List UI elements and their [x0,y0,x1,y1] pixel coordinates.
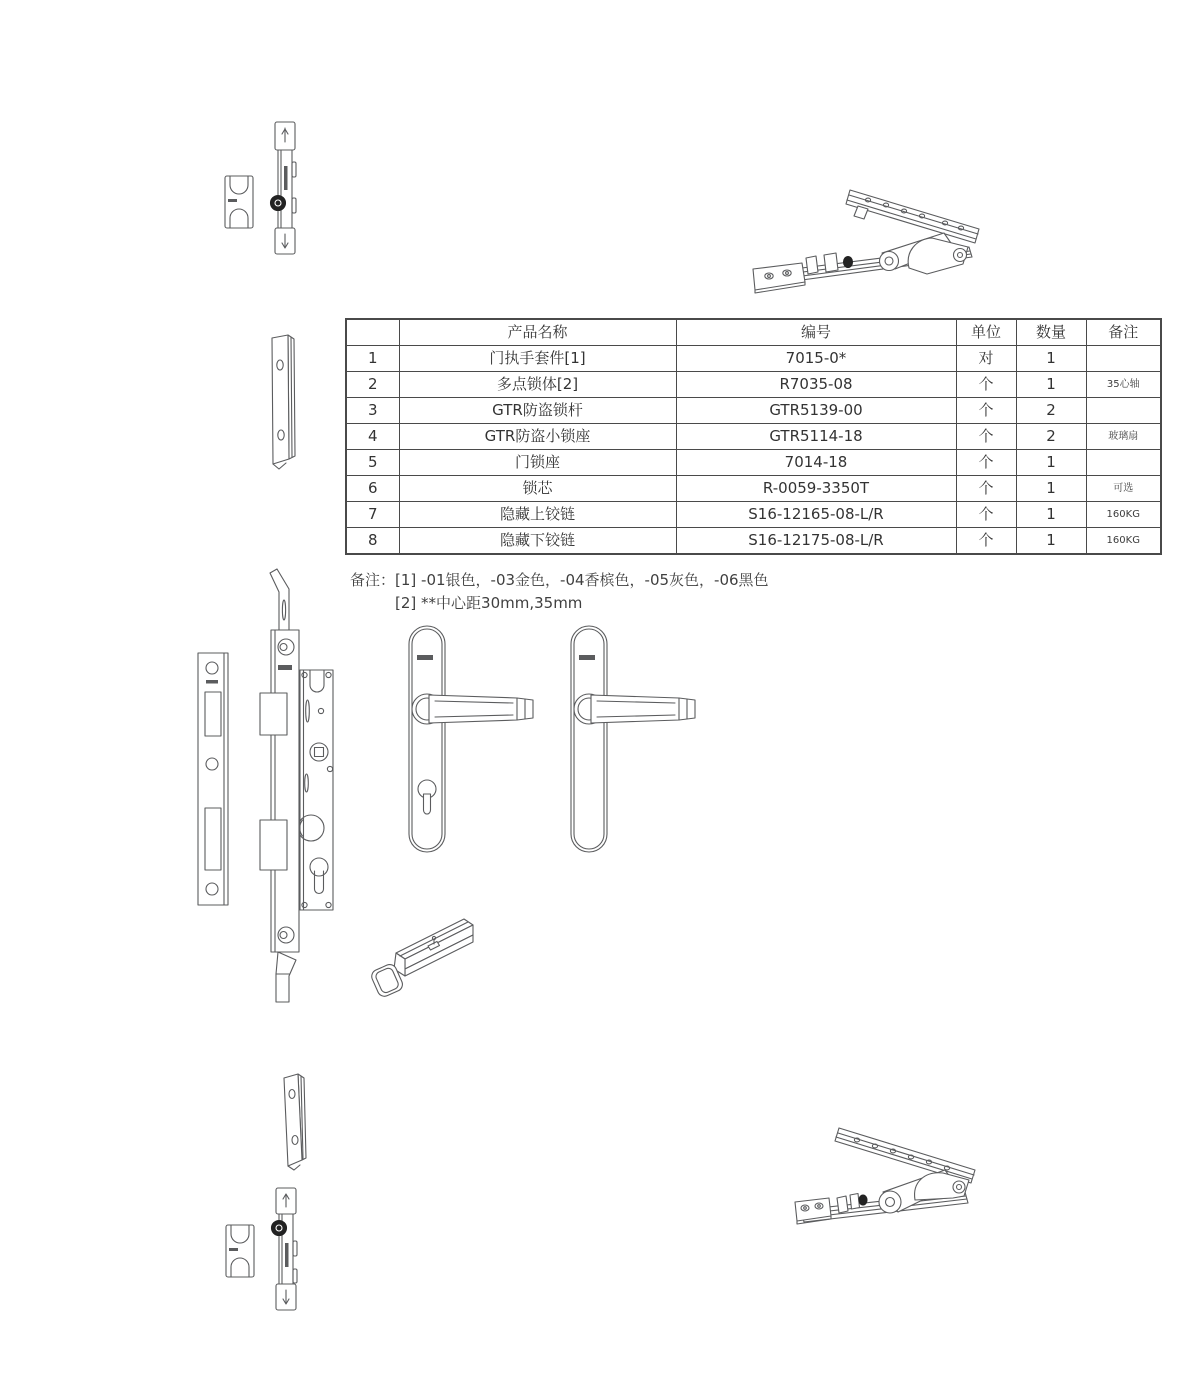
lower-hinge-drawing [793,1110,998,1240]
strike-strip-bottom-drawing [272,1072,312,1172]
cell-remark: 可选 [1086,476,1161,502]
cell-name: 隐藏下铰链 [399,528,676,555]
door-handle-plain-drawing [565,622,705,857]
cell-qty: 1 [1016,372,1086,398]
cell-remark: 160KG [1086,528,1161,555]
cell-code: S16-12175-08-L/R [676,528,956,555]
col-header-remark: 备注 [1086,319,1161,346]
cell-qty: 1 [1016,528,1086,555]
cell-index: 2 [346,372,399,398]
cell-code: R-0059-3350T [676,476,956,502]
cell-unit: 个 [956,424,1016,450]
table-row [346,502,1161,528]
lock-rod-bottom-drawing [218,1183,313,1318]
cell-index: 1 [346,346,399,372]
cell-remark: 玻璃扇 [1086,424,1161,450]
cell-code: GTR5139-00 [676,398,956,424]
cell-name: 隐藏上铰链 [399,502,676,528]
cell-name: 门执手套件[1] [399,346,676,372]
col-header-code: 编号 [676,319,956,346]
table-row [346,450,1161,476]
col-header-qty: 数量 [1016,319,1086,346]
cell-code: 7015-0* [676,346,956,372]
col-header-unit: 单位 [956,319,1016,346]
door-handle-keyed-drawing [403,622,543,857]
upper-hinge-drawing [746,176,998,302]
table-row [346,476,1161,502]
cell-unit: 个 [956,502,1016,528]
table-row [346,424,1161,450]
cell-unit: 个 [956,372,1016,398]
cell-name: 多点锁体[2] [399,372,676,398]
cell-code: R7035-08 [676,372,956,398]
cell-index: 7 [346,502,399,528]
table-row [346,528,1161,555]
parts-table [345,318,1162,555]
cell-code: GTR5114-18 [676,424,956,450]
cell-remark [1086,346,1161,372]
cell-qty: 1 [1016,346,1086,372]
cell-name: 门锁座 [399,450,676,476]
cell-index: 3 [346,398,399,424]
cell-remark [1086,398,1161,424]
cell-qty: 1 [1016,450,1086,476]
lock-body-assembly-drawing [190,562,340,1010]
cell-qty: 1 [1016,476,1086,502]
cell-remark [1086,450,1161,476]
table-row [346,398,1161,424]
cell-name: 锁芯 [399,476,676,502]
cell-name: GTR防盗小锁座 [399,424,676,450]
lock-rod-top-drawing [215,110,315,260]
cell-remark: 35心轴 [1086,372,1161,398]
note-line: [2] **中心距30mm,35mm [395,594,583,612]
table-header-row [346,319,1161,346]
note-line: [1] -01银色，-03金色，-04香槟色，-05灰色，-06黑色 [395,571,769,589]
cell-unit: 个 [956,476,1016,502]
col-header-name: 产品名称 [399,319,676,346]
cell-qty: 2 [1016,424,1086,450]
cell-unit: 个 [956,398,1016,424]
cell-qty: 2 [1016,398,1086,424]
cell-index: 6 [346,476,399,502]
cell-name: GTR防盗锁杆 [399,398,676,424]
strike-strip-top-drawing [258,332,310,474]
cell-remark: 160KG [1086,502,1161,528]
table-row [346,372,1161,398]
cell-qty: 1 [1016,502,1086,528]
table-row [346,346,1161,372]
notes-label: 备注： [350,571,396,589]
cell-code: 7014-18 [676,450,956,476]
notes-lines [395,569,769,615]
cell-unit: 个 [956,528,1016,555]
cell-unit: 对 [956,346,1016,372]
lock-cylinder-drawing [366,906,481,1006]
cell-index: 8 [346,528,399,555]
cell-unit: 个 [956,450,1016,476]
col-header-index [346,319,399,346]
cell-code: S16-12165-08-L/R [676,502,956,528]
cell-index: 5 [346,450,399,476]
cell-index: 4 [346,424,399,450]
notes-block [350,569,769,615]
